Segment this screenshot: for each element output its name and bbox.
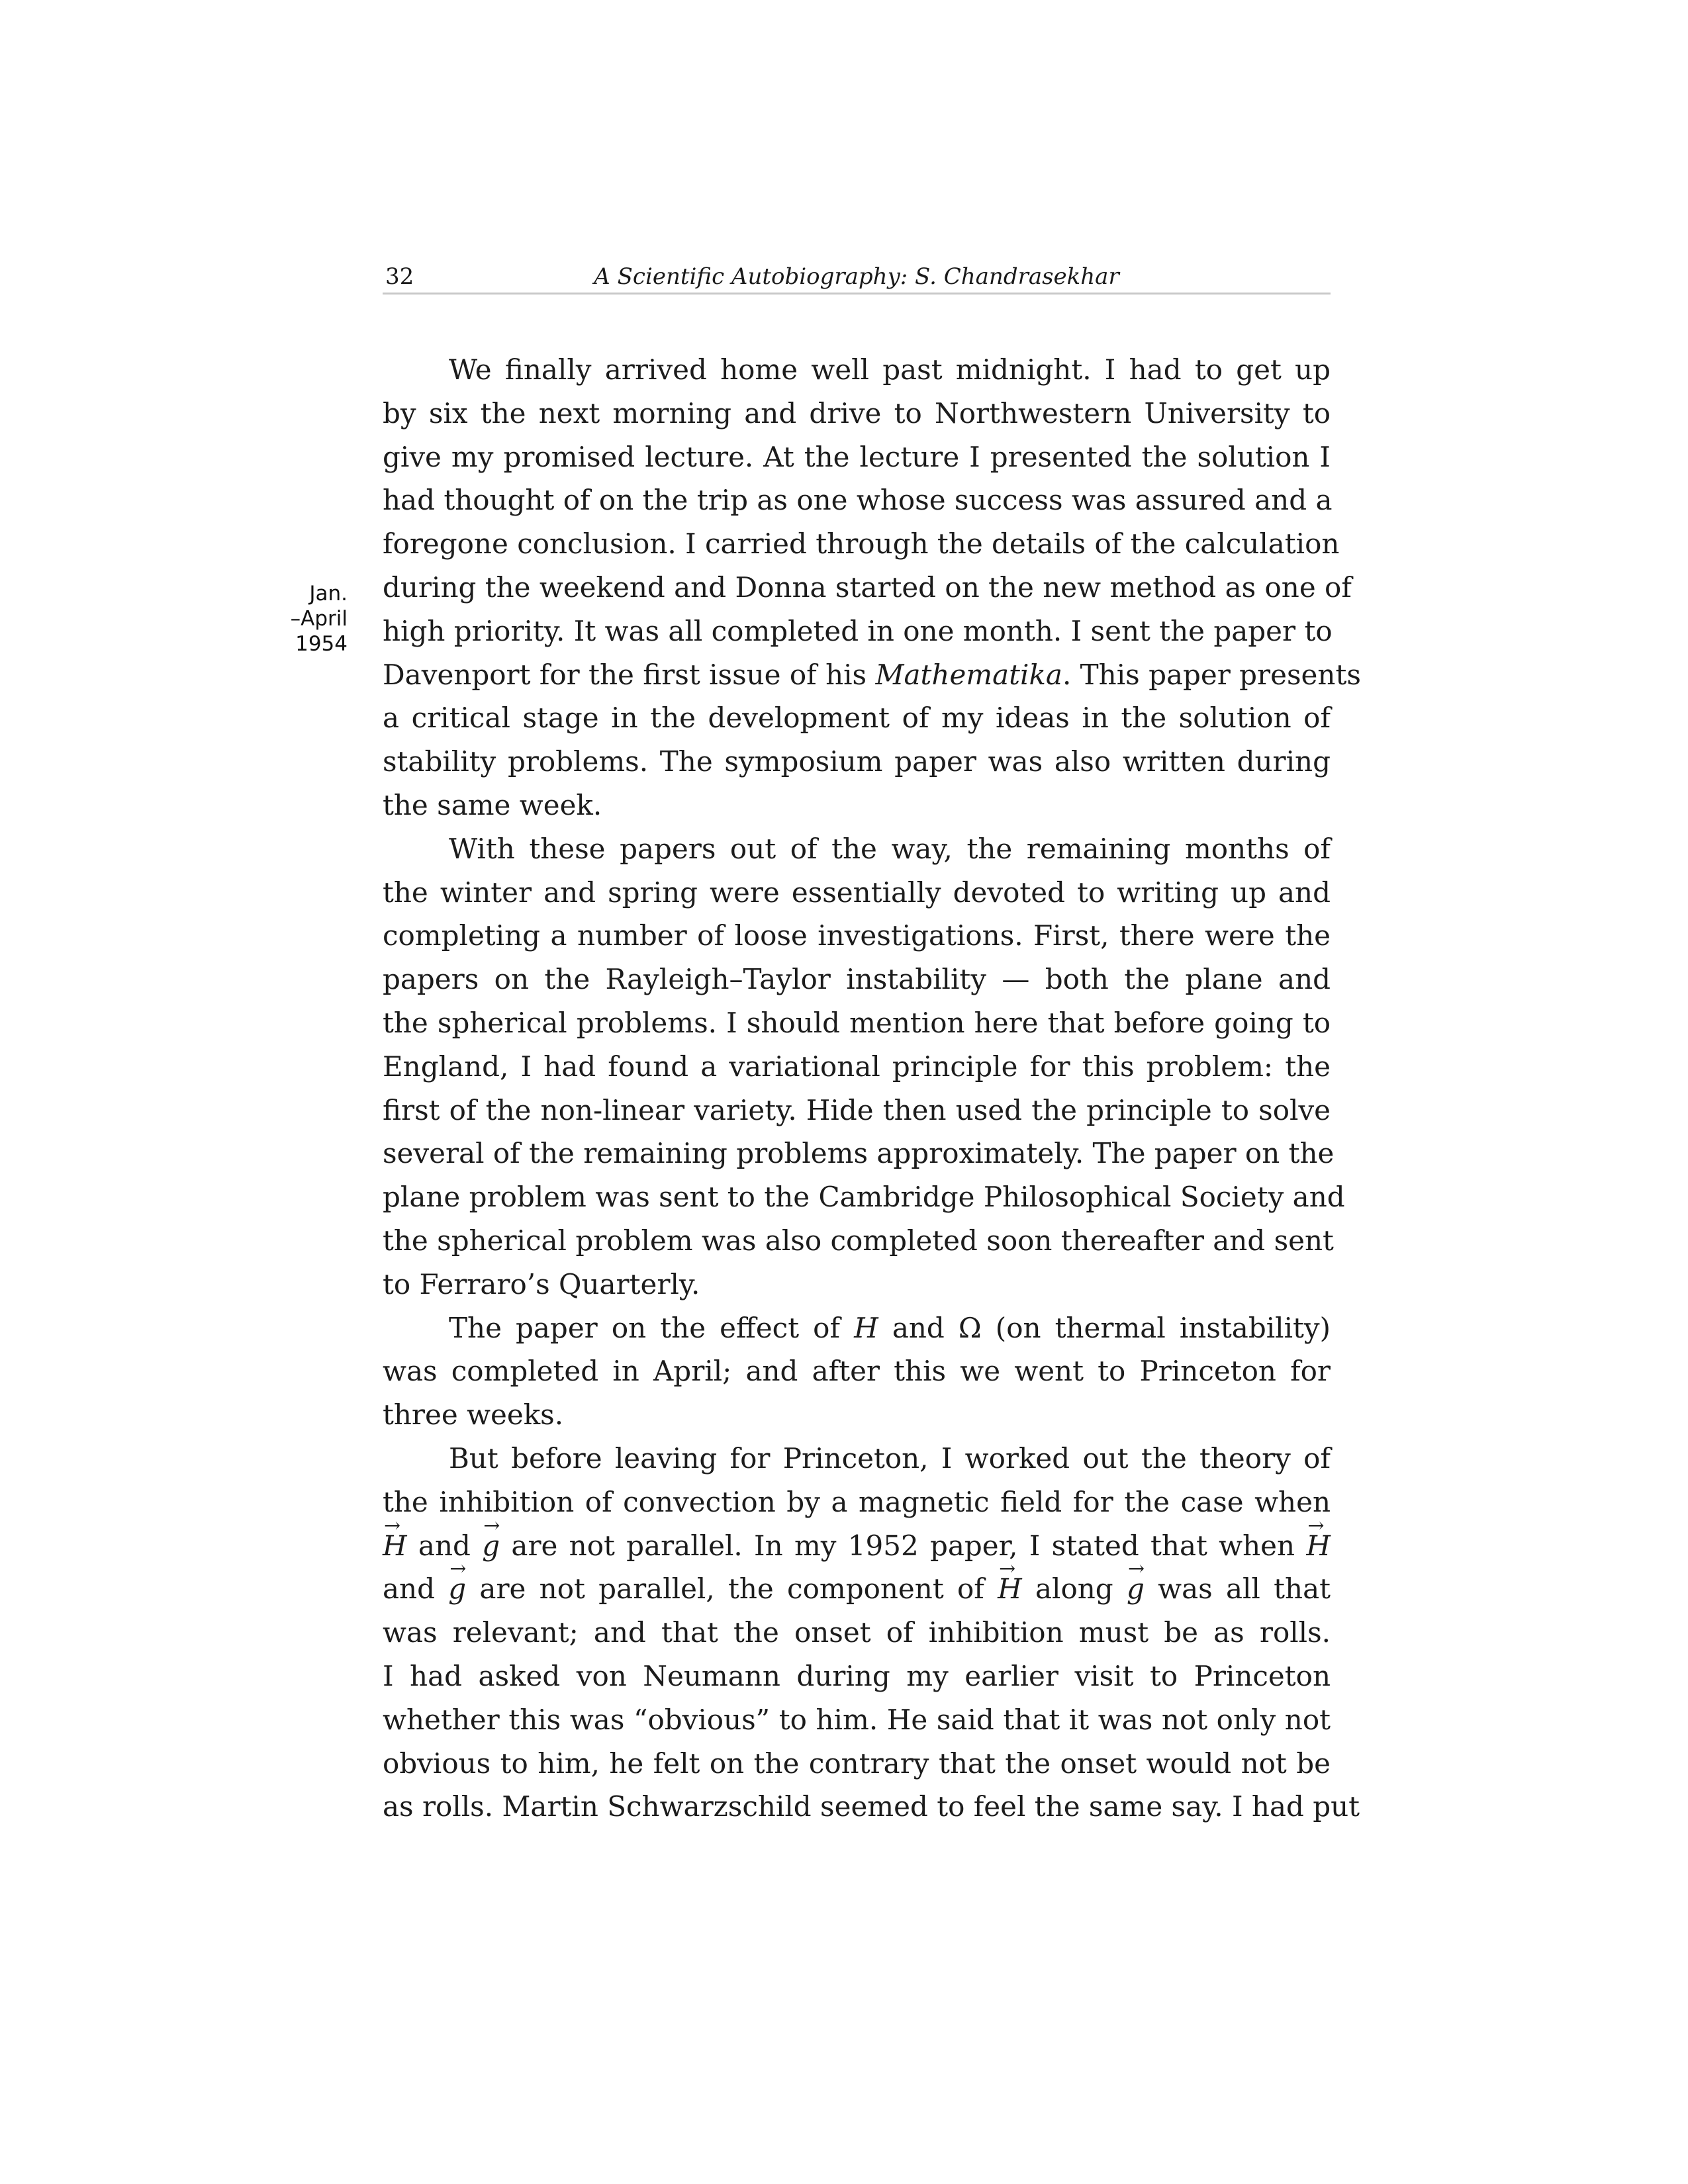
text-run: . This paper presents [1062, 658, 1361, 691]
text-run: and [406, 1529, 483, 1562]
text-line: plane problem was sent to the Cambridge Philosophical Society and [383, 1181, 1345, 1214]
running-head: A Scientific Autobiography: S. Chandrasekhar [594, 263, 1119, 290]
text-line: foregone conclusion. I carried through the details of the calculation [383, 527, 1340, 561]
text-line: With these papers out of the way, the remaining months of [449, 832, 1331, 865]
text-run: The paper on the effect of [449, 1311, 855, 1344]
text-line: was completed in April; and after this we went to Princeton for [383, 1355, 1331, 1388]
text-line: was relevant; and that the onset of inhibition must be as rolls. [383, 1616, 1331, 1649]
margin-note-line: 1954 [295, 632, 348, 656]
text-line: high priority. It was all completed in one month. I sent the paper to [383, 614, 1333, 647]
text-line: the same week. [383, 788, 602, 821]
text-line: give my promised lecture. At the lecture I presented the solution I [383, 440, 1331, 473]
text-line: during the weekend and Donna started on the new method as one of [383, 570, 1352, 604]
text-line: had thought of on the trip as one whose success was assured and a [383, 484, 1333, 517]
page-number: 32 [385, 263, 414, 290]
text-line: England, I had found a variational principle for this problem: the [383, 1050, 1331, 1083]
text-run: and [878, 1311, 959, 1344]
text-line: three weeks. [383, 1398, 564, 1432]
text-line: We finally arrived home well past midnight. I had to get up [449, 353, 1331, 386]
text-run: was all that [1144, 1572, 1331, 1606]
text-line: first of the non-linear variety. Hide then used the principle to solve [383, 1093, 1331, 1126]
text-line [383, 1567, 1331, 1611]
journal-title: Mathematika [875, 658, 1062, 691]
text-line: But before leaving for Princeton, I worked out the theory of [449, 1441, 1331, 1475]
vector-g: → g [482, 1524, 500, 1568]
text-run: are not parallel, the component of [466, 1572, 998, 1606]
text-line: the winter and spring were essentially devoted to writing up and [383, 876, 1331, 909]
text-line: completing a number of loose investigations. First, there were the [383, 919, 1331, 952]
text-line [383, 653, 1361, 697]
text-run: (on thermal instability) [981, 1311, 1331, 1344]
text-run: Davenport for the first issue of his [383, 658, 876, 691]
text-line: obvious to him, he felt on the contrary that the onset would not be [383, 1747, 1331, 1780]
text-line [383, 1524, 1331, 1568]
text-run: are not parallel. In my 1952 paper, I stated that when [500, 1529, 1307, 1562]
text-line: whether this was “obvious” to him. He said that it was not only not [383, 1703, 1331, 1736]
symbol-omega: Ω [958, 1311, 982, 1344]
body-text [383, 348, 1361, 1829]
text-line: by six the next morning and drive to Northwestern University to [383, 396, 1331, 430]
paragraph-3 [383, 1306, 1331, 1437]
text-line: the spherical problem was also completed soon thereafter and sent [383, 1224, 1334, 1257]
symbol-H: H [854, 1311, 878, 1344]
margin-note-line: Jan. [309, 582, 348, 606]
page-header [383, 262, 1331, 295]
text-line: the spherical problems. I should mention here that before going to [383, 1006, 1331, 1039]
vector-H: → H [383, 1524, 407, 1568]
text-line: I had asked von Neumann during my earlier visit to Princeton [383, 1659, 1331, 1692]
text-line: the inhibition of convection by a magnetic field for the case when [383, 1485, 1331, 1518]
text-run: and [383, 1572, 449, 1606]
vector-g: → g [448, 1567, 466, 1611]
text-line: several of the remaining problems approximately. The paper on the [383, 1137, 1335, 1170]
text-line: papers on the Rayleigh–Taylor instability — both the plane and [383, 963, 1331, 996]
text-line: to Ferraro’s Quarterly. [383, 1267, 700, 1300]
paragraph-2 [383, 827, 1345, 1306]
text-run: along [1021, 1572, 1127, 1606]
text-line: a critical stage in the development of my ideas in the solution of [383, 702, 1331, 735]
vector-g: → g [1127, 1567, 1145, 1611]
paragraph-4 [383, 1437, 1360, 1829]
margin-date-note [268, 581, 348, 657]
margin-note-line: –April [290, 607, 348, 631]
paragraph-1 [383, 348, 1361, 827]
vector-H: → H [998, 1567, 1022, 1611]
text-line: stability problems. The symposium paper was also written during [383, 745, 1331, 778]
vector-H: → H [1306, 1524, 1331, 1568]
text-line: as rolls. Martin Schwarzschild seemed to feel the same say. I had put [383, 1790, 1360, 1823]
text-line [383, 1306, 1331, 1350]
